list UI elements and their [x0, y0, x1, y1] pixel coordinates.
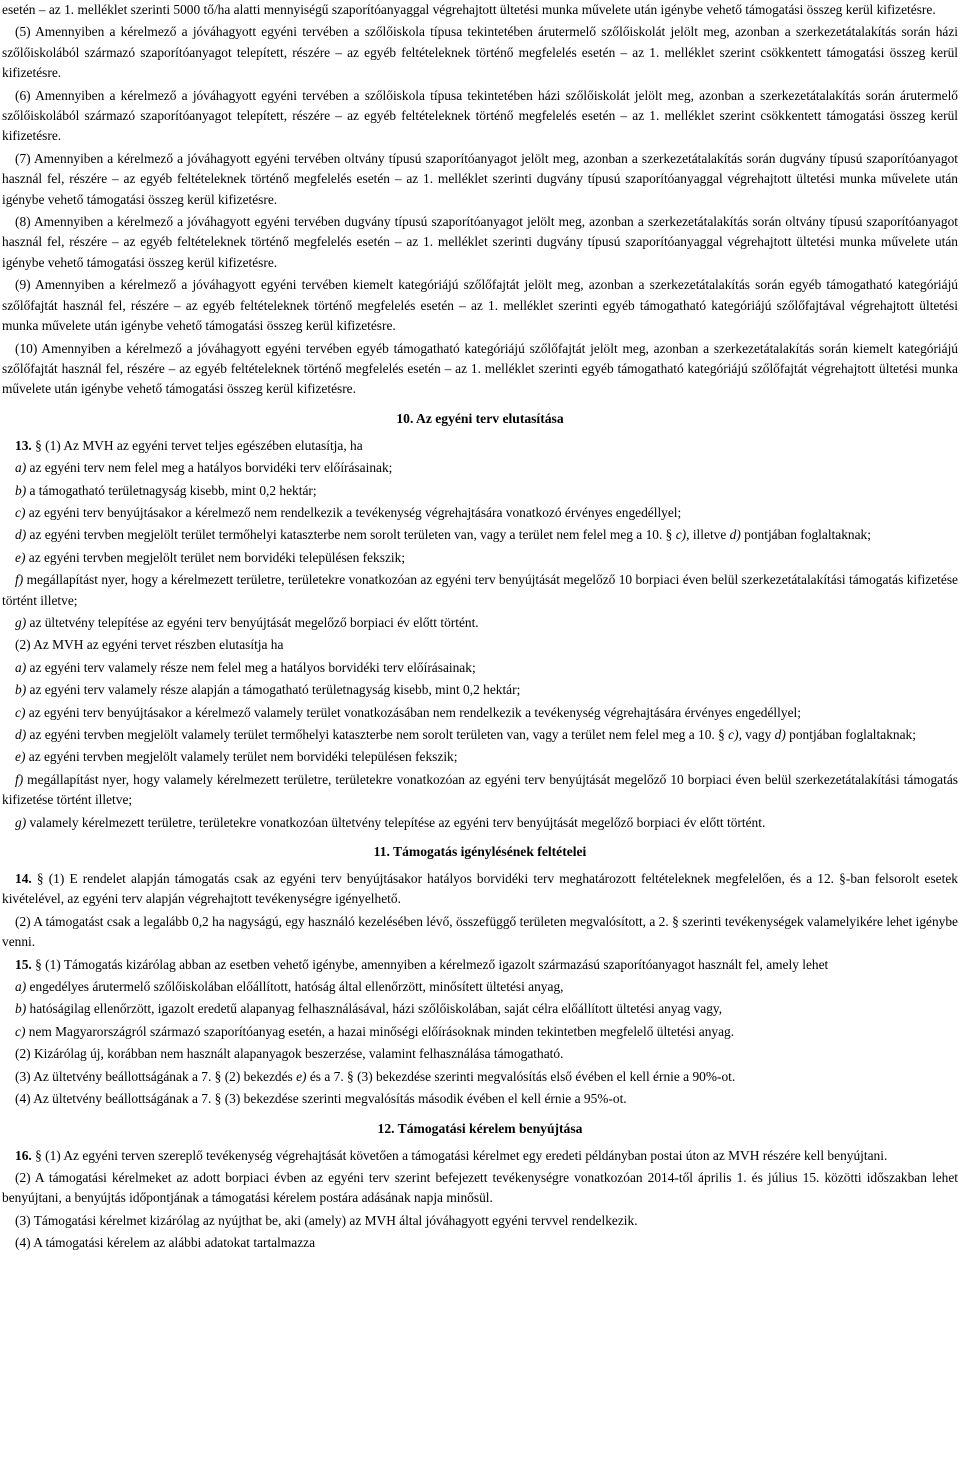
paragraph: (4) A támogatási kérelem az alábbi adatokat tartalmazza [15, 1235, 316, 1251]
paragraph: (4) Az ültetvény beállottságának a 7. § (3) bekezdése szerinti megvalósítás második évében el kell érnie a 95%-ot. [15, 1091, 627, 1107]
paragraph: (6) Amennyiben a kérelmező a jóváhagyott egyéni tervében a szőlőiskola típusa tekintetében házi szőlőiskolát jelölt meg, azonban a szerkezetátalakítás során árutermelő szőlőiskolából származó szaporítóanyagot telepített, részére – az egyéb feltételeknek történő megfelelés esetén – az 1. melléklet szerint csökkentett támogatási összeg kerül kifizetésre. [2, 87, 958, 144]
paragraph: (2) Az MVH az egyéni tervet részben elutasítja ha [15, 637, 284, 653]
section-heading: 10. Az egyéni terv elutasítása [396, 410, 564, 426]
paragraph: g) valamely kérelmezett területre, területekre vonatkozóan ültetvény telepítése az egyéni terv benyújtását megelőző borpiaci év előtt történt. [15, 814, 766, 830]
section-heading: 11. Támogatás igénylésének feltételei [373, 844, 587, 860]
paragraph: c) nem Magyarországról származó szaporítóanyag esetén, a hazai minőségi előírásoknak minden tekintetben megfelelő ültetési anyag. [15, 1023, 735, 1039]
paragraph: 13. § (1) Az MVH az egyéni tervet teljes egészében elutasítja, ha [15, 437, 363, 453]
paragraph: 16. § (1) Az egyéni terven szereplő tevékenység végrehajtását követően a támogatási kérelmet egy eredeti példányban postai úton az MVH részére kell benyújtani. [15, 1147, 888, 1163]
paragraph: (9) Amennyiben a kérelmező a jóváhagyott egyéni tervében kiemelt kategóriájú szőlőfajtát jelölt meg, azonban a szerkezetátalakítás során egyéb támogatható kategóriájú szőlőfajtát használ fel, részére – az egyéb feltételeknek történő megfelelés esetén – az 1. melléklet szerinti egyéb támogatható kategóriájú szőlőfajtával végrehajtott ültetési munka művelete után igénybe vehető támogatási összeg kerül kifizetésre. [2, 277, 958, 334]
paragraph: (3) Támogatási kérelmet kizárólag az nyújthat be, aki (amely) az MVH által jóváhagyott egyéni tervvel rendelkezik. [15, 1212, 638, 1228]
paragraph: d) az egyéni tervben megjelölt valamely terület termőhelyi kataszterbe nem sorolt területen van, vagy a terület nem felel meg a 10. § c), vagy d) pontjában foglaltaknak; [15, 727, 916, 742]
paragraph: (7) Amennyiben a kérelmező a jóváhagyott egyéni tervében oltvány típusú szaporítóanyagot jelölt meg, azonban a szerkezetátalakítás során dugvány típusú szaporítóanyagot használ fel, részére – az egyéb feltételeknek történő megfelelés esetén – az 1. melléklet szerinti dugvány típusú szaporítóanyaggal végrehajtott ültetési munka művelete után igénybe vehető támogatási összeg kerül kifizetésre. [2, 150, 958, 207]
paragraph: b) a támogatható területnagyság kisebb, mint 0,2 hektár; [15, 482, 317, 498]
paragraph: c) az egyéni terv benyújtásakor a kérelmező valamely terület vonatkozásában nem rendelkezik a tevékenység végrehajtására érvényes engedéllyel; [15, 704, 801, 720]
paragraph: f) megállapítást nyer, hogy a kérelmezett területre, területekre vonatkozóan az egyéni terv benyújtását megelőző 10 borpiaci éven belül szerkezetátalakítási támogatás kifizetése történt illetve; [2, 572, 958, 608]
paragraph: a) az egyéni terv valamely része nem felel meg a hatályos borvidéki terv előírásainak; [15, 659, 476, 675]
paragraph: a) engedélyes árutermelő szőlőiskolában előállított, hatóság által ellenőrzött, minősített ültetési anyag, [15, 979, 564, 995]
paragraph: (2) A támogatást csak a legalább 0,2 ha nagyságú, egy használó kezelésében lévő, összefüggő területen megvalósított, a 2. § szerinti tevékenységek valamelyikére lehet igénybe venni. [2, 913, 958, 950]
paragraph: (5) Amennyiben a kérelmező a jóváhagyott egyéni tervében a szőlőiskola típusa tekintetében árutermelő szőlőiskolát jelölt meg, azonban a szerkezetátalakítás során házi szőlőiskolából származó szaporítóanyagot telepített, részére – az egyéb feltételeknek történő megfelelés esetén – az 1. melléklet szerint csökkentett támogatási összeg kerül kifizetésre. [2, 24, 958, 81]
paragraph: b) az egyéni terv valamely része alapján a támogatható területnagyság kisebb, mint 0,2 hektár; [15, 682, 521, 698]
paragraph: (3) Az ültetvény beállottságának a 7. § (2) bekezdés e) és a 7. § (3) bekezdése szerinti megvalósítás első évében el kell érnie a 90%-ot. [15, 1068, 736, 1084]
paragraph: e) az egyéni tervben megjelölt terület nem borvidéki településen fekszik; [15, 549, 406, 565]
paragraph: 15. § (1) Támogatás kizárólag abban az esetben vehető igénybe, amennyiben a kérelmező igazolt származású szaporítóanyagot használt fel, amely lehet [15, 956, 829, 972]
paragraph: (2) A támogatási kérelmeket az adott borpiaci évben az egyéni terv szerint befejezett tevékenységre vonatkozóan 2014-től április 1. és július 15. közötti időszakban lehet benyújtani, a benyújtás időpontjának a támogatási kérelem postára adásának napja minősül. [2, 1169, 958, 1206]
paragraph: (2) Kizárólag új, korábban nem használt alapanyagok beszerzése, valamint felhasználása támogatható. [15, 1046, 564, 1062]
paragraph: g) az ültetvény telepítése az egyéni terv benyújtását megelőző borpiaci év előtt történt. [15, 614, 479, 630]
paragraph: b) hatóságilag ellenőrzött, igazolt eredetű alapanyag felhasználásával, házi szőlőiskolában, saját célra előállított ültetési anyag vagy, [15, 1001, 723, 1017]
paragraph: d) az egyéni tervben megjelölt terület termőhelyi kataszterbe nem sorolt területen van, vagy a terület nem felel meg a 10. § c), illetve d) pontjában foglaltaknak; [15, 527, 871, 543]
paragraph: (8) Amennyiben a kérelmező a jóváhagyott egyéni tervében dugvány típusú szaporítóanyagot jelölt meg, azonban a szerkezetátalakítás során oltvány típusú szaporítóanyagot használ fel, részére – az egyéb feltételeknek történő megfelelés esetén – az 1. melléklet szerinti dugvány típusú szaporítóanyaggal végrehajtott ültetési munka művelete után igénybe vehető támogatási összeg kerül kifizetésre. [2, 214, 958, 270]
paragraph: esetén – az 1. melléklet szerinti 5000 tő/ha alatti mennyiségű szaporítóanyaggal végrehajtott ültetési munka művelete után igénybe vehető támogatási összeg kerül kifizetésre. [2, 2, 936, 17]
paragraph: c) az egyéni terv benyújtásakor a kérelmező nem rendelkezik a tevékenység végrehajtására vonatkozó érvényes engedéllyel; [15, 504, 682, 520]
paragraph: f) megállapítást nyer, hogy valamely kérelmezett területre, területekre vonatkozóan az egyéni terv benyújtását megelőző 10 borpiaci éven belül szerkezetátalakítási támogatás kifizetése történt illetve; [2, 771, 958, 808]
section-heading: 12. Támogatási kérelem benyújtása [377, 1120, 583, 1136]
paragraph: (10) Amennyiben a kérelmező a jóváhagyott egyéni tervében egyéb támogatható kategóriájú szőlőfajtát jelölt meg, azonban a szerkezetátalakítás során kiemelt kategóriájú szőlőfajtát használ fel, részére – az egyéb feltételeknek történő megfelelés esetén – az 1. melléklet szerinti egyéb támogatható kategóriájú szőlőfajtát végrehajtott ültetési munka művelete után igénybe vehető támogatási összeg kerül kifizetésre. [2, 340, 958, 397]
paragraph: e) az egyéni tervben megjelölt valamely terület nem borvidéki településen fekszik; [15, 749, 458, 765]
paragraph: 14. § (1) E rendelet alapján támogatás csak az egyéni terv benyújtásakor hatályos borvidéki terv meghatározott feltételeknek megfelelően, és a 12. §-ban felsorolt esetek kivételével, az egyéni terv alapján végrehajtott tevékenységre igényelhető. [2, 871, 958, 907]
paragraph: a) az egyéni terv nem felel meg a hatályos borvidéki terv előírásainak; [15, 460, 393, 476]
